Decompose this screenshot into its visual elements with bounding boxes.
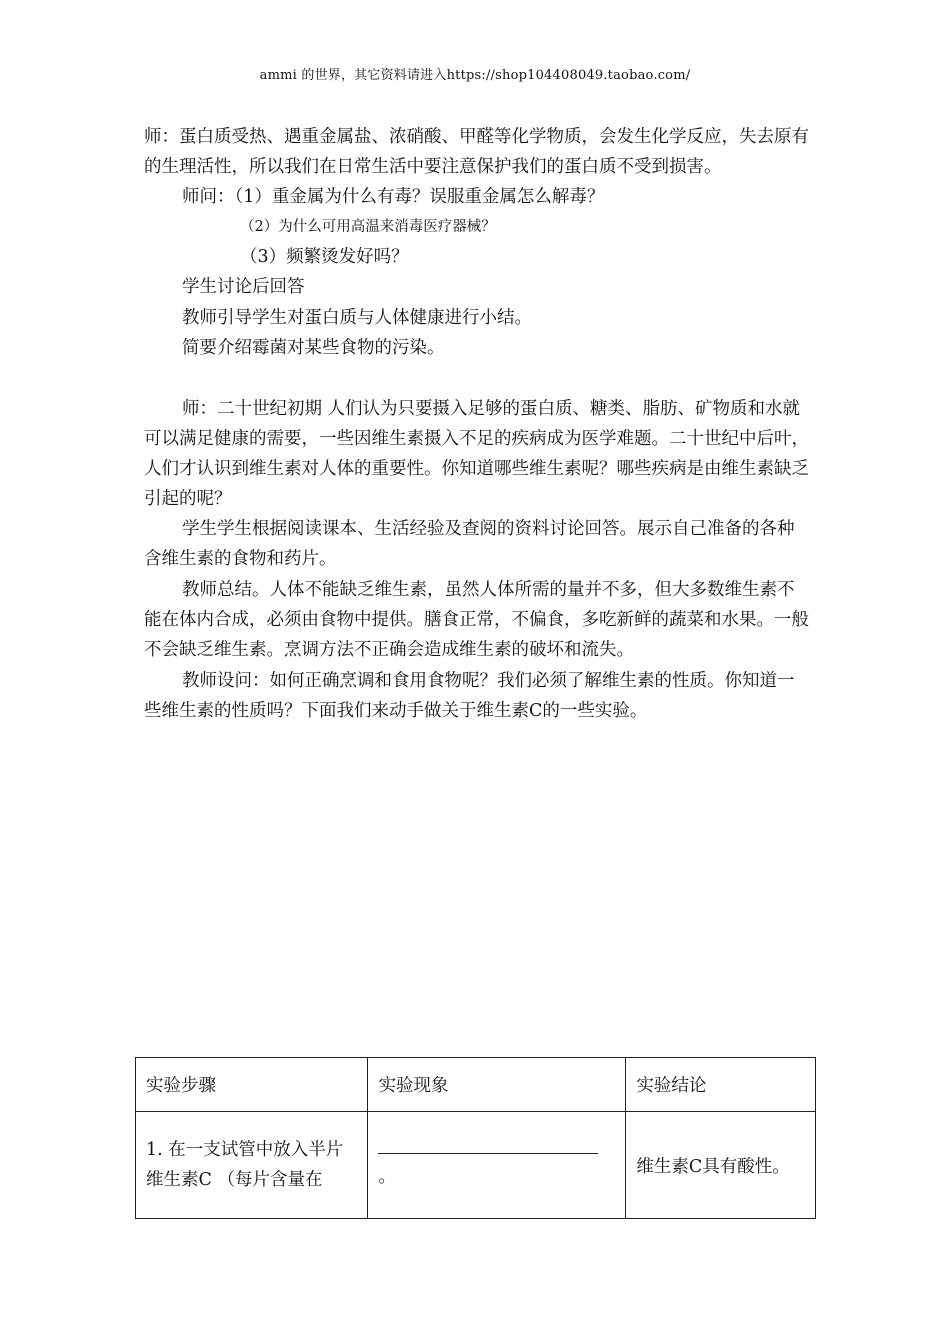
phenomenon-cell [368,1112,626,1219]
teacher-question-2: （2）为什么可用高温来消毒医疗器械？ [240,219,496,235]
paragraph-protein-denaturation: 师：蛋白质受热、遇重金属盐、浓硝酸、甲醛等化学物质，会发生化学反应，失去原有的生理活性，所以我们在日常生活中要注意保护我们的蛋白质不受到损害。 [144,127,809,177]
teacher-question-1: 师问：（1）重金属为什么有毒？误服重金属怎么解毒？ [182,187,605,207]
table-row [136,1112,816,1219]
teacher-summary-line: 教师引导学生对蛋白质与人体健康进行小结。 [182,308,532,328]
table-header-row [136,1058,816,1112]
header-phenomenon: 实验现象 [368,1058,626,1112]
student-discussion-line: 学生讨论后回答 [182,277,305,297]
phenomenon-period: 。 [378,1166,396,1187]
page-header: ammi 的世界，其它资料请进入https://shop104408049.taobao.com/ [259,68,691,83]
answer-blank-line [378,1153,598,1154]
experiment-table [135,1057,816,1219]
paragraph-teacher-conclusion: 教师总结。人体不能缺乏维生素，虽然人体所需的量并不多，但大多数维生素不能在体内合成，必须由食物中提供。膳食正常，不偏食，多吃新鲜的蔬菜和水果。一般不会缺乏维生素。烹调方法不正确会造成维生素的破坏和流失。 [144,580,809,660]
mold-introduction-line: 简要介绍霉菌对某些食物的污染。 [182,338,445,358]
header-step: 实验步骤 [136,1058,368,1112]
paragraph-student-answer: 学生学生根据阅读课本、生活经验及查阅的资料讨论回答。展示自己准备的各种含维生素的食物和药片。 [144,519,795,569]
conclusion-cell: 维生素C具有酸性。 [626,1112,816,1219]
paragraph-teacher-question: 教师设问：如何正确烹调和食用食物呢？我们必须了解维生素的性质。你知道一些维生素的性质吗？下面我们来动手做关于维生素C的一些实验。 [144,671,795,721]
teacher-question-3: （3）频繁烫发好吗？ [240,247,409,267]
paragraph-vitamin-history: 师：二十世纪初期 人们认为只要摄入足够的蛋白质、糖类、脂肪、矿物质和水就可以满足健康的需要，一些因维生素摄入不足的疾病成为医学难题。二十世纪中后叶，人们才认识到维生素对人体的重要性。你知道哪些维生素呢？哪些疾病是由维生素缺乏引起的呢？ [144,399,809,509]
step-cell: 1. 在一支试管中放入半片维生素C （每片含量在 [136,1112,368,1219]
header-conclusion: 实验结论 [626,1058,816,1112]
